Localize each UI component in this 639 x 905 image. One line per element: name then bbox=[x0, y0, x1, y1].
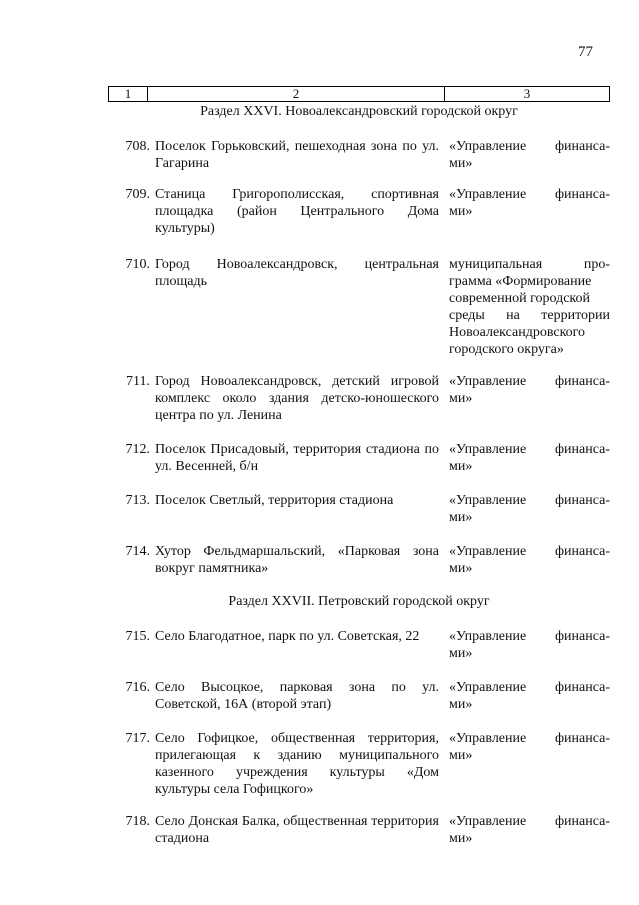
entry-source-line: «Управление финанса- bbox=[449, 731, 610, 746]
entry-source-line: современной городской bbox=[449, 291, 590, 306]
entry-description: Село Высоцкое, парковая зона по ул. Советской, 16А (второй этап) bbox=[155, 680, 439, 712]
entry-source bbox=[449, 138, 610, 172]
entry-source-line: городского округа» bbox=[449, 342, 564, 357]
entry-source-line: «Управление финанса- bbox=[449, 544, 610, 559]
entry-description: Село Донская Балка, общественная территория стадиона bbox=[155, 814, 439, 846]
header-col-2: 2 bbox=[148, 87, 445, 101]
entry-source-line: «Управление финанса- bbox=[449, 374, 610, 389]
entry-source bbox=[449, 492, 610, 526]
entry-description: Село Благодатное, парк по ул. Советская, 22 bbox=[155, 629, 420, 644]
entry-description: Поселок Присадовый, территория стадиона по ул. Весенней, б/н bbox=[155, 442, 439, 474]
entry-source-line: ми» bbox=[449, 697, 473, 712]
entry-number: 713. bbox=[125, 493, 150, 508]
entry-source-line: ми» bbox=[449, 831, 473, 846]
header-col-3: 3 bbox=[523, 86, 531, 101]
entry-number: 717. bbox=[125, 731, 150, 746]
entry-source-line: Новоалександровского bbox=[449, 325, 586, 340]
page-number: 77 bbox=[578, 44, 593, 60]
entry-number: 714. bbox=[125, 544, 150, 559]
entry-description: Станица Григорополисская, спортивная площадка (район Центрального Дома культуры) bbox=[155, 187, 439, 236]
entry-source bbox=[449, 186, 610, 220]
table-header-row bbox=[108, 86, 610, 102]
entry-source-line: ми» bbox=[449, 646, 473, 661]
entry-source-line: «Управление финанса- bbox=[449, 814, 610, 829]
entry-description: Село Гофицкое, общественная территория, прилегающая к зданию муниципального казенного учреждения культуры «Дом культуры села Гофицкого» bbox=[155, 731, 439, 797]
entry-source bbox=[449, 813, 610, 847]
entry-source-line: ми» bbox=[449, 156, 473, 171]
entry-source bbox=[449, 628, 610, 662]
entry-source-line: муниципальная про- bbox=[449, 257, 610, 272]
entry-source bbox=[449, 730, 610, 764]
entry-source-line: ми» bbox=[449, 561, 473, 576]
entry-description: Хутор Фельдмаршальский, «Парковая зона вокруг памятника» bbox=[155, 544, 439, 576]
entry-description: Поселок Светлый, территория стадиона bbox=[155, 493, 394, 508]
entry-source bbox=[449, 441, 610, 475]
entry-description: Поселок Горьковский, пешеходная зона по ул. Гагарина bbox=[155, 139, 439, 171]
entry-source-line: ми» bbox=[449, 391, 473, 406]
section-title: Раздел XXVII. Петровский городской округ bbox=[228, 594, 490, 609]
entry-number: 712. bbox=[125, 442, 150, 457]
entry-source-line: «Управление финанса- bbox=[449, 442, 610, 457]
entry-source bbox=[449, 679, 610, 713]
section-title: Раздел XXVI. Новоалександровский городской округ bbox=[200, 104, 518, 119]
entry-number: 708. bbox=[125, 139, 150, 154]
entry-source-line: ми» bbox=[449, 748, 473, 763]
entry-number: 716. bbox=[125, 680, 150, 695]
entry-number: 718. bbox=[125, 814, 150, 829]
entry-source-line: ми» bbox=[449, 204, 473, 219]
entry-number: 715. bbox=[125, 629, 150, 644]
entry-source bbox=[449, 543, 610, 577]
entry-source-line: «Управление финанса- bbox=[449, 187, 610, 202]
entry-source-line: среды на территории bbox=[449, 308, 610, 323]
entry-source bbox=[449, 256, 610, 358]
entry-source bbox=[449, 373, 610, 407]
entry-description: Город Новоалександровск, детский игровой комплекс около здания детско-юношеского центра по ул. Ленина bbox=[155, 374, 439, 423]
entry-number: 710. bbox=[125, 257, 150, 272]
entry-number: 709. bbox=[125, 187, 150, 202]
entry-source-line: грамма «Формирование bbox=[449, 274, 592, 289]
entry-source-line: «Управление финанса- bbox=[449, 139, 610, 154]
entry-description: Город Новоалександровск, центральная площадь bbox=[155, 257, 439, 289]
header-col-1: 1 bbox=[109, 87, 148, 101]
entry-source-line: «Управление финанса- bbox=[449, 680, 610, 695]
entry-source-line: «Управление финанса- bbox=[449, 493, 610, 508]
entry-source-line: «Управление финанса- bbox=[449, 629, 610, 644]
entry-source-line: ми» bbox=[449, 510, 473, 525]
entry-source-line: ми» bbox=[449, 459, 473, 474]
entry-number: 711. bbox=[126, 374, 150, 389]
